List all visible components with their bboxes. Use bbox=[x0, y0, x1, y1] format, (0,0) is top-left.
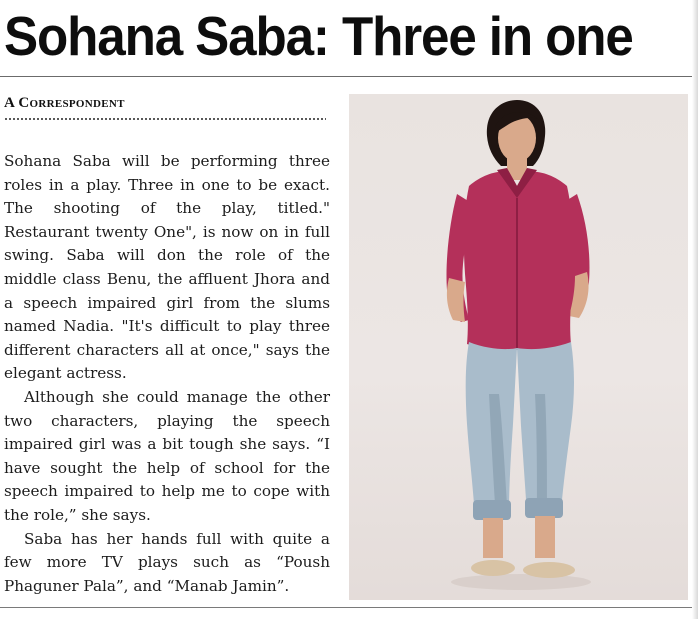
left-cuff bbox=[473, 500, 511, 520]
left-shin bbox=[483, 518, 503, 558]
right-sandal bbox=[523, 562, 575, 578]
left-sandal bbox=[471, 560, 515, 576]
shirt bbox=[464, 172, 574, 350]
byline: A Correspondent bbox=[4, 95, 125, 111]
right-cuff bbox=[525, 498, 563, 518]
paragraph-2: Although she could manage the other two characters, playing the speech impaired girl was a bit tough she says. “I have sought the help of school for the speech impaired to help me to cope with the role,” she says. bbox=[4, 387, 330, 524]
left-forearm bbox=[447, 278, 465, 322]
headline: Sohana Saba: Three in one bbox=[4, 5, 633, 67]
floor-shadow bbox=[451, 574, 591, 590]
byline-dotted-divider bbox=[4, 118, 326, 120]
paragraph-1: Sohana Saba will be performing three roles in a play. Three in one to be exact. The shooting of the play, titled." Restaurant twenty One", is now on in full swing. Saba will don the role of the middle class Benu, the affluent Jhora and a speech impaired girl from the slums named Nadia. "It's difficult to play three different characters all at once," says the elegant actress. bbox=[4, 152, 330, 383]
paragraph-3: Saba has her hands full with quite a few more TV plays such as “Poush Phaguner Pala”, and “Manab Jamin”. bbox=[4, 529, 330, 595]
right-shin bbox=[535, 516, 555, 558]
bottom-rule bbox=[0, 607, 698, 608]
article-body bbox=[4, 150, 330, 598]
headline-rule bbox=[0, 76, 698, 77]
actress-photo bbox=[349, 94, 688, 600]
page-edge-shadow bbox=[692, 0, 698, 619]
actress-illustration bbox=[349, 94, 688, 600]
